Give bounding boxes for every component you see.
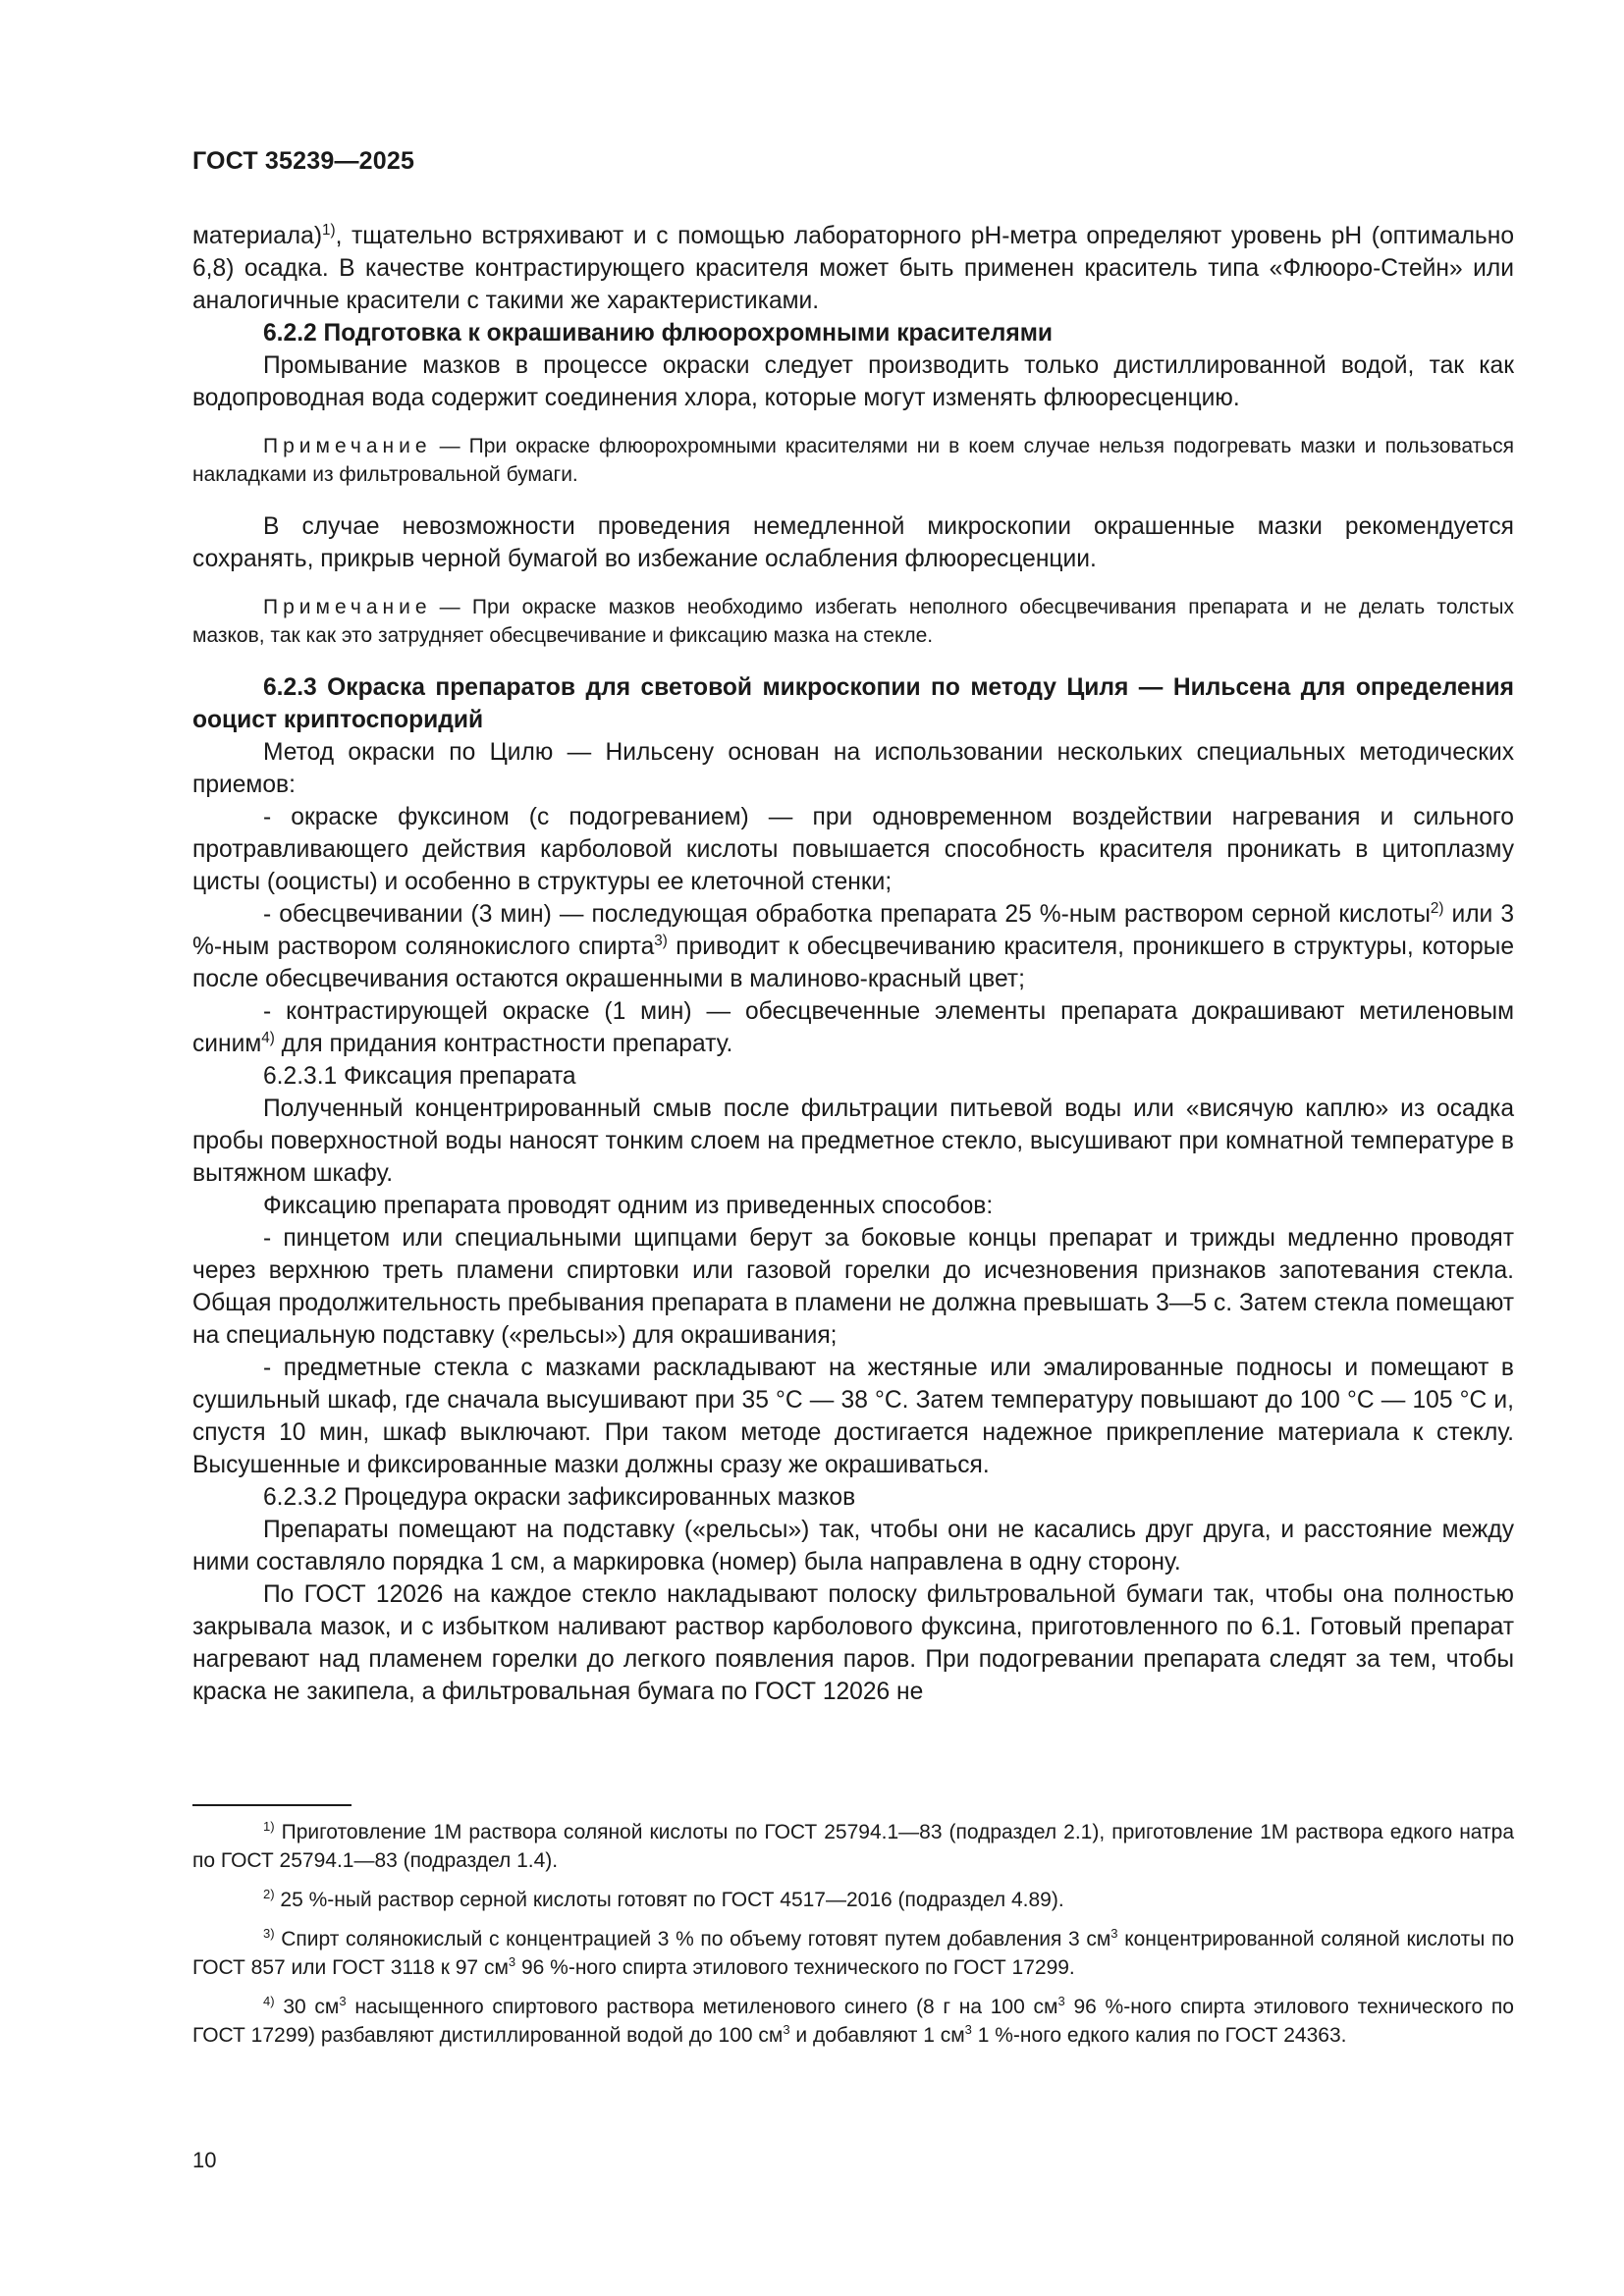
paragraph-continuation: материала)$^{1)}$, тщательно встряхивают и с помощью лабораторного pH-метра определяют уровень pH (оптимально 6,8) осадка. В качестве контрастирующего красителя может быть применен краситель типа «Флюоро-Стейн» или аналогичные красители с такими же характеристиками. (192, 221, 1514, 314)
document-body (192, 220, 1514, 1708)
footnote-1: $^{1)}$ Приготовление 1М раствора соляной кислоты по ГОСТ 25794.1—83 (подраздел 2.1), приготовление 1М раствора едкого натра по ГОСТ 25794.1—83 (подраздел 1.4). (192, 1819, 1514, 1872)
footnote-ref[interactable]: 3) (654, 932, 668, 949)
footnote-4: $^{4)}$ 30 $см^3$ насыщенного спиртового раствора метиленового синего (8 г на 100 $см^3$ 96 %-ного спирта этилового технического по ГОСТ 17299) разбавляют дистиллированной водой до 100 $см^3$ и добавляют 1 $см^3$ 1 %-ного едкого калия по ГОСТ 24363. (192, 1994, 1514, 2047)
note-1: Примечание — При окраске флюорохромными красителями ни в коем случае нельзя подогревать мазки и пользоваться накладками из фильтровальной бумаги. (192, 435, 1514, 486)
footnote-2: $^{2)}$ 25 %-ный раствор серной кислоты готовят по ГОСТ 4517—2016 (подраздел 4.89). (263, 1887, 1064, 1911)
paragraph-fixation-1: Полученный концентрированный смыв после фильтрации питьевой воды или «висячую каплю» из осадка пробы поверхностной воды наносят тонким слоем на предметное стекло, высушивают при комнатной температуре в вытяжном шкафу. (192, 1095, 1514, 1187)
footnote-ref[interactable]: 1) (322, 221, 336, 239)
footnote-ref[interactable]: 4) (261, 1029, 275, 1046)
paragraph-procedure-1: Препараты помещают на подставку («рельсы») так, чтобы они не касались друг друга, и расстояние между ними составляло порядка 1 см, а маркировка (номер) была направлена в одну сторону. (192, 1517, 1514, 1575)
section-heading-6-2-3: 6.2.3 Окраска препаратов для световой микроскопии по методу Циля — Нильсена для определения ооцист криптоспоридий (192, 674, 1514, 733)
footnote-separator (192, 1804, 352, 1806)
paragraph-procedure-2: По ГОСТ 12026 на каждое стекло накладывают полоску фильтровальной бумаги так, чтобы она полностью закрывала мазок, и с избытком наливают раствор карболового фуксина, приготовленного по 6.1. Готовый препарат нагревают над пламенем горелки до легкого появления паров. При подогревании препарата следят за тем, чтобы краска не закипела, а фильтровальная бумага по ГОСТ 12026 не (192, 1581, 1514, 1705)
note-2: Примечание — При окраске мазков необходимо избегать неполного обесцвечивания препарата и не делать толстых мазков, так как это затрудняет обесцвечивание и фиксацию мазка на стекле. (192, 596, 1514, 647)
list-item-oven-fixation: - предметные стекла с мазками раскладывают на жестяные или эмалированные подносы и помещают в сушильный шкаф, где сначала высушивают при 35 °C — 38 °C. Затем температуру повышают до 100 °C — 105 °C и, спустя 10 мин, шкаф выключают. При таком методе достигается надежное прикрепление материала к стеклу. Высушенные и фиксированные мазки должны сразу же окрашиваться. (192, 1355, 1514, 1478)
section-heading-6-2-2: 6.2.2 Подготовка к окрашиванию флюорохромными красителями (263, 320, 1054, 347)
footnote-3: $^{3)}$ Спирт солянокислый с концентрацией 3 % по объему готовят путем добавления 3 $см^3$ концентрированной соляной кислоты по ГОСТ 857 или ГОСТ 3118 к 97 $см^3$ 96 %-ного спирта этилового технического по ГОСТ 17299. (192, 1926, 1515, 1979)
paragraph-method: Метод окраски по Цилю — Нильсену основан на использовании нескольких специальных методических приемов: (192, 739, 1514, 798)
document-code-header: ГОСТ 35239—2025 (192, 147, 415, 175)
list-item-fuchsin: - окраске фуксином (с подогреванием) — при одновременном воздействии нагревания и сильного протравливающего действия карболовой кислоты повышается способность красителя проникать в цитоплазму цисты (ооцисты) и особенно в структуры ее клеточной стенки; (192, 804, 1514, 895)
list-item-contrast-stain: - контрастирующей окраске (1 мин) — обесцвеченные элементы препарата докрашивают метиленовым синим$^{4)}$ для придания контрастности препарату. (192, 998, 1514, 1057)
footnotes-block (192, 1818, 1514, 2060)
paragraph-rinsing: Промывание мазков в процессе окраски следует производить только дистиллированной водой, так как водопроводная вода содержит соединения хлора, которые могут изменять флюоресценцию. (192, 352, 1514, 411)
list-item-decolorization: - обесцвечивании (3 мин) — последующая обработка препарата 25 %-ным раствором серной кислоты$^{2)}$ или 3 %-ным раствором солянокислого спирта$^{3)}$ приводит к обесцвечиванию красителя, проникшего в структуры, которые после обесцвечивания остаются окрашенными в малиново-красный цвет; (192, 899, 1515, 992)
footnote-ref[interactable]: 2) (1430, 899, 1444, 917)
section-heading-6-2-3-1: 6.2.3.1 Фиксация препарата (263, 1063, 576, 1090)
paragraph-storage: В случае невозможности проведения немедленной микроскопии окрашенные мазки рекомендуется сохранять, прикрыв черной бумагой во избежание ослабления флюоресценции. (192, 513, 1514, 572)
paragraph-fixation-2: Фиксацию препарата проводят одним из приведенных способов: (263, 1193, 994, 1219)
list-item-flame-fixation: - пинцетом или специальными щипцами берут за боковые концы препарат и трижды медленно проводят через верхнюю треть пламени спиртовки или газовой горелки до исчезновения признаков запотевания стекла. Общая продолжительность пребывания препарата в пламени не должна превышать 3—5 с. Затем стекла помещают на специальную подставку («рельсы») для окрашивания; (192, 1225, 1514, 1349)
section-heading-6-2-3-2: 6.2.3.2 Процедура окраски зафиксированных мазков (263, 1484, 856, 1511)
page-number: 10 (192, 2148, 217, 2172)
note-label: Примечание (263, 596, 432, 618)
note-label: Примечание (263, 435, 432, 457)
